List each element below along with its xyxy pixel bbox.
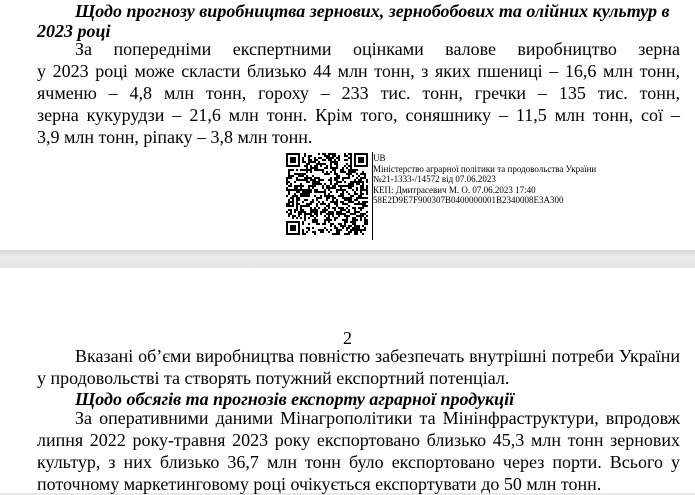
heading-line: Щодо прогнозу виробництва зернових, зернобобових та олійних культур в — [75, 1, 670, 21]
paragraph-line: у 2023 році може скласти близько 44 млн тонн, з яких пшениці – 16,6 млн тонн, — [37, 61, 680, 81]
stamp-line: №21-1333-/14572 від 07.06.2023 — [373, 174, 496, 184]
page-number: 2 — [343, 328, 352, 348]
paragraph-line: зерна кукурудзи – 21,6 млн тонн. Крім того, соняшнику – 11,5 млн тонн, сої – — [37, 105, 680, 125]
section-heading-grain-forecast — [37, 1, 685, 41]
paragraph-line: у продовольстві та створять потужний експортний потенціал. — [37, 368, 510, 388]
section-heading-export — [75, 389, 685, 409]
paragraph-line: поточному маркетинговому році очікується експортувати до 50 млн тонн. — [37, 474, 602, 494]
paragraph-line: За оперативними даними Мінагрополітики та Мінінфраструктури, впродовж — [75, 408, 680, 428]
digital-signature-stamp — [286, 150, 666, 242]
grain-forecast-paragraph — [37, 38, 680, 148]
heading-line: 2023 році — [37, 21, 111, 41]
paragraph-line: ячменю – 4,8 млн тонн, гороху – 233 тис. тонн, гречки – 135 тис. тонн, — [37, 83, 680, 103]
production-sufficiency-paragraph — [37, 345, 680, 389]
paragraph-line: За попередніми експертними оцінками валове виробництво зерна — [75, 39, 680, 59]
paragraph-line: Вказані об’єми виробництва повністю забезпечать внутрішні потреби України — [75, 346, 680, 366]
export-paragraph — [37, 407, 680, 495]
stamp-line: КЕП: Дмитрасевич М. О. 07.06.2023 17:40 — [373, 184, 536, 195]
qr-code — [286, 153, 368, 235]
heading-line: Щодо обсягів та прогнозів експорту аграрної продукції — [75, 389, 515, 409]
stamp-line: UB — [373, 153, 386, 163]
stamp-text — [373, 153, 596, 206]
paragraph-line: липня 2022 року-травня 2023 року експортовано близько 45,3 млн тонн зернових — [37, 430, 680, 450]
paragraph-line: 3,9 млн тонн, ріпаку – 3,8 млн тонн. — [37, 127, 313, 147]
stamp-line: 58E2D9E7F900307B0400000001B2340008E3A300 — [373, 195, 564, 205]
paragraph-line: культур, з них близько 36,7 млн тонн було експортовано через порти. Всього у — [37, 452, 680, 472]
stamp-line: Міністерство аграрної політики та продовольства України — [373, 163, 597, 174]
page-separator — [0, 250, 695, 268]
